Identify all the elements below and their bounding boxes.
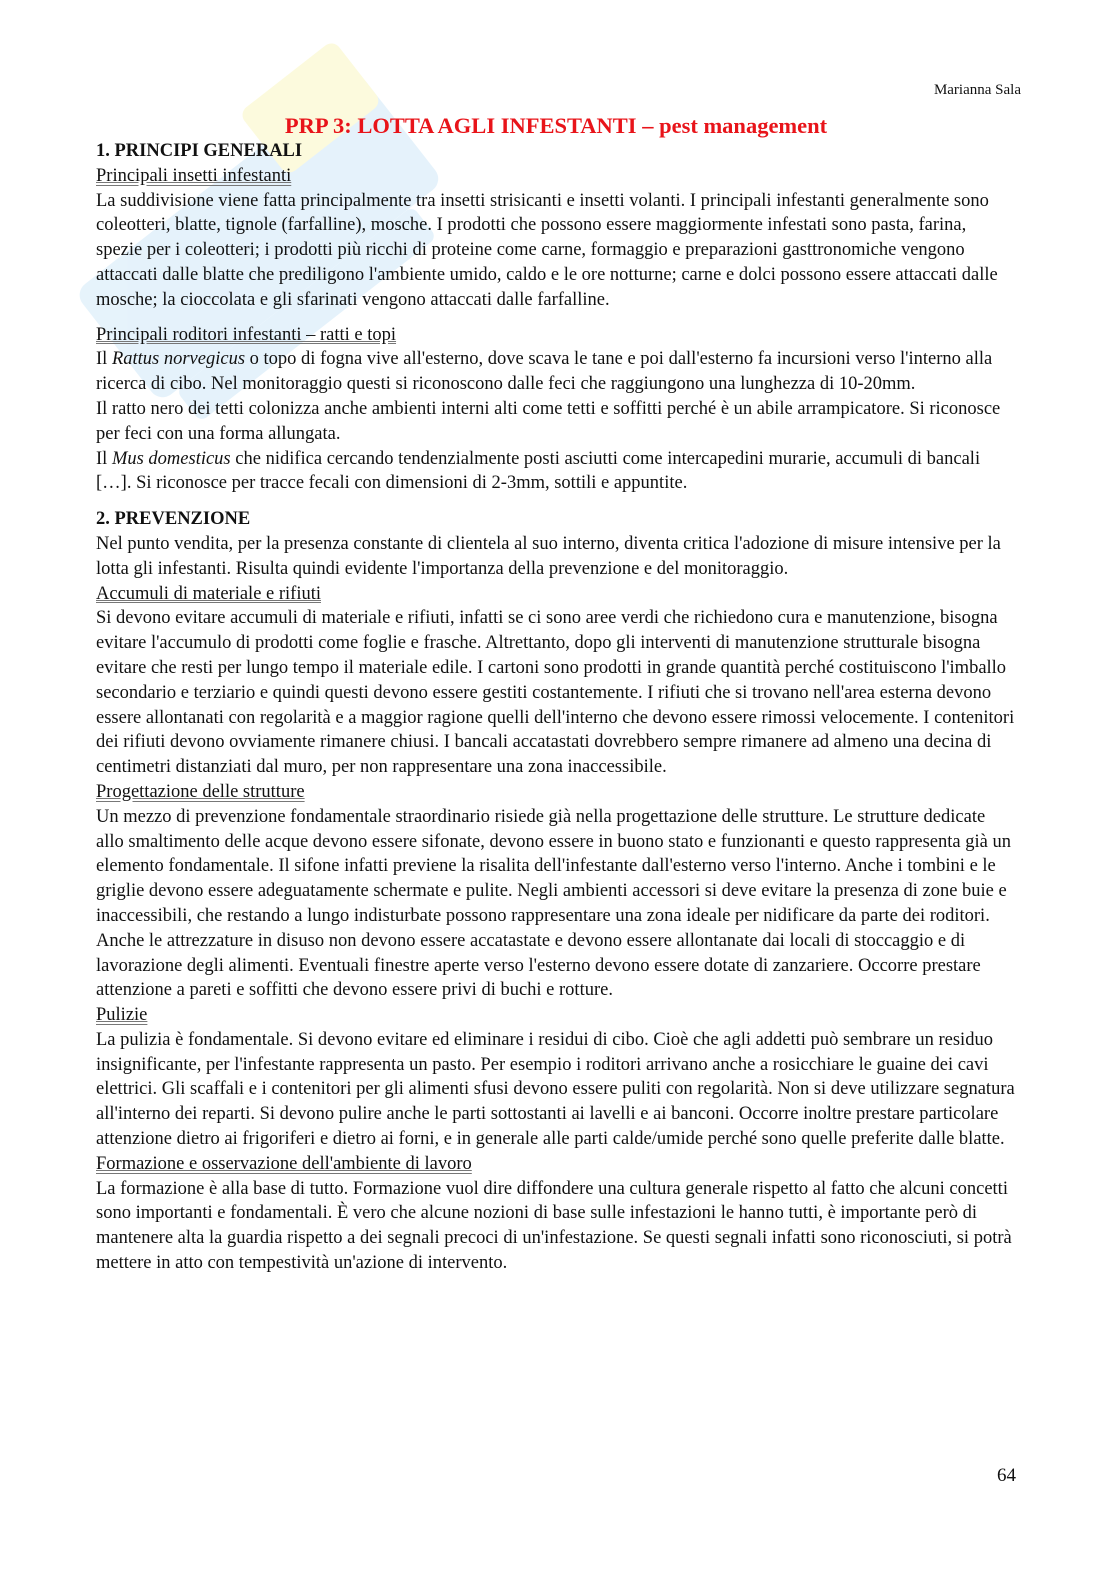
subheading-accumuli [96,582,1016,607]
subheading-formazione-text: Formazione e osservazione dell'ambiente di lavoro [96,1153,472,1174]
subheading-pulizie-text: Pulizie [96,1005,148,1026]
author-name: Marianna Sala [933,82,1021,98]
subheading-roditori [96,323,1016,348]
paragraph-mus [96,447,1016,497]
subheading-insetti [96,164,1016,189]
paragraph-mus-post: che nidifica cercando tendenzialmente posti asciutti come intercapedini murarie, accumuli di bancali […]. Si riconosce per tracce fecali con dimensioni di 2-3mm, sottili e appuntite. [96,448,981,494]
paragraph-progettazione: Un mezzo di prevenzione fondamentale straordinario risiede già nella progettazione delle strutture. Le strutture dedicate allo smaltimento delle acque devono essere sifonate, devono essere in buono stato e funzionanti e questo rappresenta già un elemento fondamentale. Il sifone infatti previene la risalita dell'infestante dall'esterno verso l'interno. Anche i tombini e le griglie devono essere adeguatamente schermate e pulite. Negli ambienti accessori si deve evitare la presenza di zone buie e inaccessibili, che restando a lungo indisturbate possono rappresentare una zona ideale per nidificare da parte dei roditori. Anche le attrezzature in disuso non devono essere accatastate e devono essere allontanate dai locali di stoccaggio e di lavorazione degli alimenti. Eventuali finestre aperte verso l'esterno devono essere dotate di zanzariere. Occorre prestare attenzione a pareti e soffitti che devono essere privi di buchi e rotture. [96,806,1011,1001]
document-page [96,112,1016,1276]
paragraph-rattus-pre: Il [96,349,112,370]
subheading-accumuli-text: Accumuli di materiale e rifiuti [96,583,321,604]
subheading-progettazione-text: Progettazione delle strutture [96,781,305,802]
paragraph-pulizie: La pulizia è fondamentale. Si devono evitare ed eliminare i residui di cibo. Cioè che agli addetti può sembrare un residuo insignificante, per l'infestante rappresenta un pasto. Per esempio i roditori arrivano anche a rosicchiare le guaine dei cavi elettrici. Gli scaffali e i contenitori per gli alimenti sfusi devono essere puliti con regolarità. Non si deve utilizzare segnatura all'interno dei reparti. Si devono pulire anche le parti sottostanti ai lavelli e ai banconi. Occorre inoltre prestare particolare attenzione dietro ai frigoriferi e dietro ai forni, e in generale alle parti calde/umide perché sono quelle preferite dalle blatte. [96,1029,1015,1150]
subheading-roditori-text: Principali roditori infestanti – ratti e topi [96,324,397,345]
species-rattus-norvegicus: Rattus norvegicus [111,349,246,370]
section-heading-principi: 1. PRINCIPI GENERALI [96,141,303,161]
page-number: 64 [997,1465,1016,1486]
paragraph-prevenzione-intro: Nel punto vendita, per la presenza constante di clientela al suo interno, diventa critica l'adozione di misure intensive per la lotta gli infestanti. Risulta quindi evidente l'importanza della prevenzione e del monitoraggio. [96,533,1001,579]
paragraph-ratto-nero: Il ratto nero dei tetti colonizza anche ambienti interni alti come tetti e soffitti perché è un abile arrampicatore. Si riconosce per feci con una forma allungata. [96,398,1001,444]
paragraph-rattus [96,347,1016,397]
paragraph-mus-pre: Il [96,448,112,469]
document-title: PRP 3: LOTTA AGLI INFESTANTI – pest management [284,113,828,138]
subheading-pulizie [96,1003,1016,1028]
subheading-progettazione [96,780,1016,805]
species-mus-domesticus: Mus domesticus [111,448,231,469]
section-heading-prevenzione: 2. PREVENZIONE [96,509,251,530]
paragraph-accumuli: Si devono evitare accumuli di materiale e rifiuti, infatti se ci sono aree verdi che richiedono cura e manutenzione, bisogna evitare l'accumulo di prodotti come foglie e frasche. Altrettanto, dopo gli interventi di manutenzione strutturale bisogna evitare che resti per lungo tempo il materiale edile. I cartoni sono prodotti in grande quantità perché costituiscono l'imballo secondario e terziario e quindi questi devono essere gestiti costantemente. I rifiuti che si trovano nell'area esterna devono essere allontanati con regolarità e a maggior ragione quelli dell'interno che devono essere rimossi velocemente. I contenitori dei rifiuti devono ovviamente rimanere chiusi. I bancali accatastati dovrebbero sempre rimanere ad almeno una decina di centimetri distanziati dal muro, per non rappresentare una zona inaccessibile. [96,608,1015,778]
subheading-insetti-text: Principali insetti infestanti [96,165,292,186]
paragraph-rattus-post: o topo di fogna vive all'esterno, dove scava le tane e poi dall'esterno fa incursioni verso l'interno alla ricerca di cibo. Nel monitoraggio questi si riconoscono dalle feci che raggiungono una lunghezza di 10-20mm. [96,349,993,395]
paragraph-formazione: La formazione è alla base di tutto. Formazione vuol dire diffondere una cultura generale rispetto al fatto che alcuni concetti sono importanti e fondamentali. È vero che alcune nozioni di base sulle infestazioni le hanno tutti, è importante però di mantenere alta la guardia rispetto a dei segnali precoci di un'infestazione. Se questi segnali infatti sono riconosciuti, si potrà mettere in atto con tempestività un'azione di intervento. [96,1178,1012,1274]
subheading-formazione [96,1152,1016,1177]
paragraph-insetti: La suddivisione viene fatta principalmente tra insetti strisicanti e insetti volanti. I principali infestanti generalmente sono coleotteri, blatte, tignole (farfalline), mosche. I prodotti che possono essere maggiormente infestati sono pasta, farina, spezie per i coleotteri; i prodotti più ricchi di proteine come carne, formaggio e preparazioni gasttronomiche vengono attaccati dalle blatte che prediligono l'ambiente umido, caldo e le ore notturne; carne e dolci possono essere attaccati dalle mosche; la cioccolata e gli sfarinati vengono attaccati dalle farfalline. [96,190,998,310]
